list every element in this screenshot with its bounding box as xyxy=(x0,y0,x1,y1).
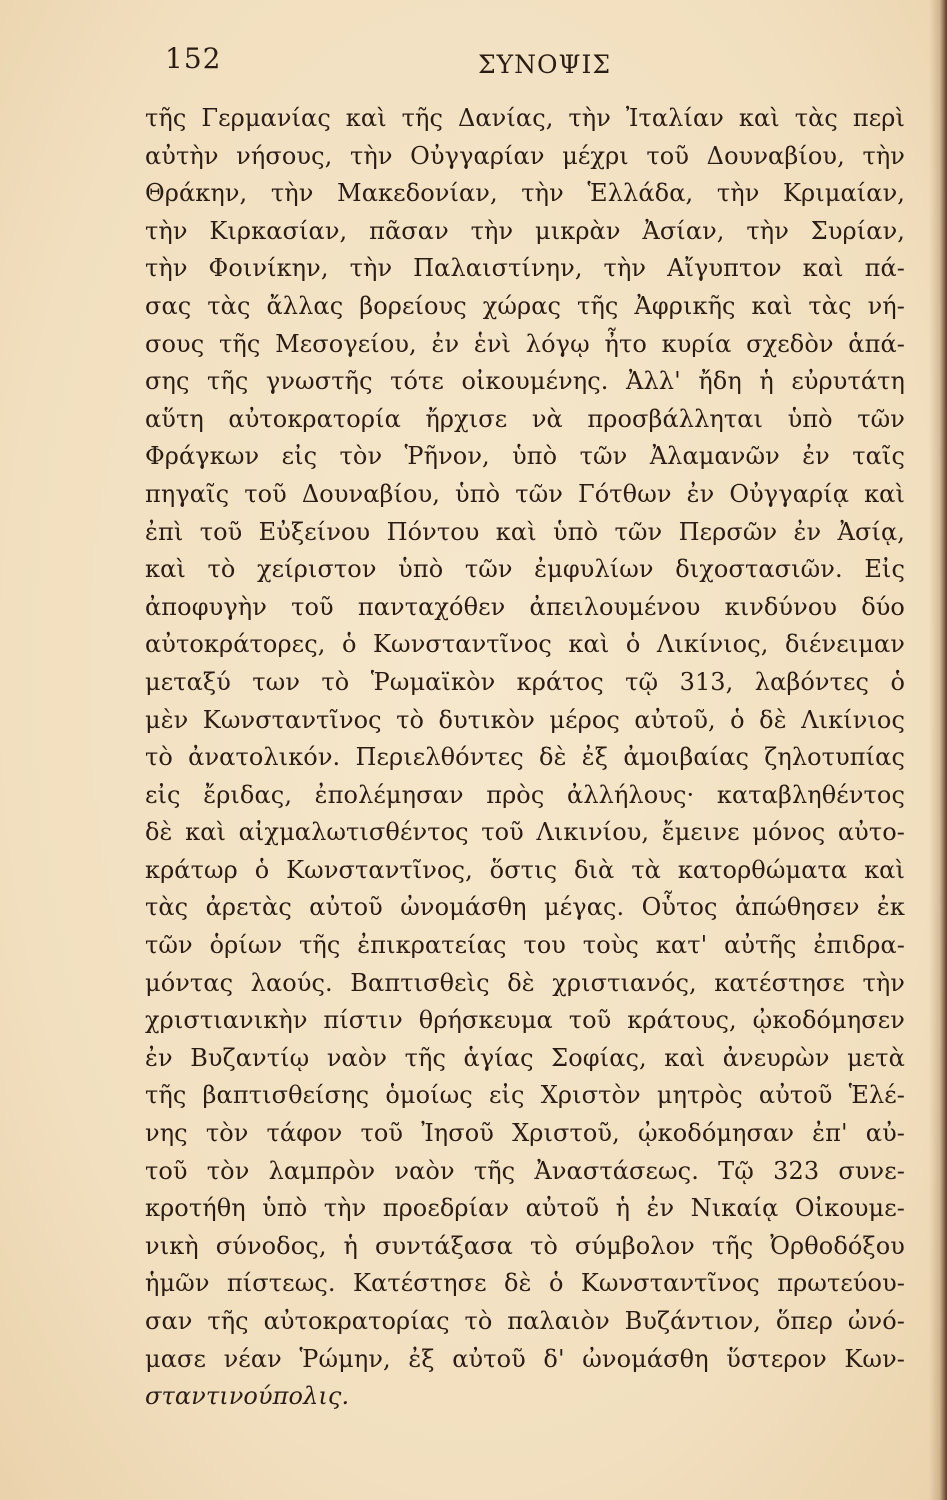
text-line: χριστιανικὴν πίστιν θρήσκευμα τοῦ κράτους, ᾠκοδόμησεν xyxy=(145,1006,905,1035)
text-line: τὰς ἀρετὰς αὐτοῦ ὠνομάσθη μέγας. Οὗτος ἀπώθησεν ἐκ xyxy=(145,893,905,922)
text-line: τῶν ὁρίων τῆς ἐπικρατείας του τοὺς κατ' αὐτῆς ἐπιδρα- xyxy=(145,931,905,960)
text-line: μεταξύ των τὸ Ῥωμαϊκὸν κράτος τῷ 313, λαβόντες ὁ xyxy=(145,667,905,696)
text-line: πηγαῖς τοῦ Δουναβίου, ὑπὸ τῶν Γότθων ἐν Οὐγγαρίᾳ καὶ xyxy=(145,479,905,508)
page-number: 152 xyxy=(165,42,222,75)
text-line: τὴν Κιρκασίαν, πᾶσαν τὴν μικρὰν Ἀσίαν, τὴν Συρίαν, xyxy=(145,216,905,245)
text-line: τὴν Φοινίκην, τὴν Παλαιστίνην, τὴν Αἴγυπτον καὶ πά- xyxy=(145,254,905,283)
text-line: μὲν Κωνσταντῖνος τὸ δυτικὸν μέρος αὐτοῦ, ὁ δὲ Λικίνιος xyxy=(145,705,905,734)
text-line: σης τῆς γνωστῆς τότε οἰκουμένης. Ἀλλ' ἤδη ἡ εὐρυτάτη xyxy=(145,367,905,396)
italic-word: σταντινούπολις. xyxy=(145,1382,350,1411)
text-line-final xyxy=(145,1378,905,1416)
text-line: τῆς Γερμανίας καὶ τῆς Δανίας, τὴν Ἰταλίαν καὶ τὰς περὶ xyxy=(145,104,905,132)
text-line: αὕτη αὐτοκρατορία ἤρχισε νὰ προσβάλληται ὑπὸ τῶν xyxy=(145,404,905,433)
text-line: σας τὰς ἄλλας βορείους χώρας τῆς Ἀφρικῆς καὶ τὰς νή- xyxy=(145,291,905,320)
body-text xyxy=(145,100,905,1416)
text-line: νικὴ σύνοδος, ἡ συντάξασα τὸ σύμβολον τῆς Ὀρθοδόξου xyxy=(145,1231,905,1260)
text-line: σους τῆς Μεσογείου, ἐν ἑνὶ λόγῳ ἦτο κυρία σχεδὸν ἁπά- xyxy=(145,329,905,358)
text-line: ἐν Βυζαντίῳ ναὸν τῆς ἁγίας Σοφίας, καὶ ἀνευρὼν μετὰ xyxy=(145,1043,905,1072)
text-line: αὐτὴν νήσους, τὴν Οὐγγαρίαν μέχρι τοῦ Δουναβίου, τὴν xyxy=(145,141,905,170)
text-line: κροτήθη ὑπὸ τὴν προεδρίαν αὐτοῦ ἡ ἐν Νικαίᾳ Οἰκουμε- xyxy=(145,1194,905,1223)
text-line: ἡμῶν πίστεως. Κατέστησε δὲ ὁ Κωνσταντῖνος πρωτεύου- xyxy=(145,1269,905,1298)
running-head: ΣΥΝΟΨΙΣ xyxy=(478,50,612,79)
text-line: μόντας λαούς. Βαπτισθεὶς δὲ χριστιανός, κατέστησε τὴν xyxy=(145,968,905,997)
text-line: νης τὸν τάφον τοῦ Ἰησοῦ Χριστοῦ, ᾠκοδόμησαν ἐπ' αὐ- xyxy=(145,1119,905,1148)
text-line: ἐπὶ τοῦ Εὐξείνου Πόντου καὶ ὑπὸ τῶν Περσῶν ἐν Ἀσίᾳ, xyxy=(145,517,905,546)
text-line: καὶ τὸ χείριστον ὑπὸ τῶν ἐμφυλίων διχοστασιῶν. Εἰς xyxy=(145,555,905,584)
text-line: τοῦ τὸν λαμπρὸν ναὸν τῆς Ἀναστάσεως. Τῷ 323 συνε- xyxy=(145,1156,905,1185)
text-line: δὲ καὶ αἰχμαλωτισθέντος τοῦ Λικινίου, ἔμεινε μόνος αὐτο- xyxy=(145,818,905,847)
text-line: εἰς ἔριδας, ἐπολέμησαν πρὸς ἀλλήλους· καταβληθέντος xyxy=(145,780,905,809)
text-line: τὸ ἀνατολικόν. Περιελθόντες δὲ ἐξ ἀμοιβαίας ζηλοτυπίας xyxy=(145,743,905,772)
text-line: αὐτοκράτορες, ὁ Κωνσταντῖνος καὶ ὁ Λικίνιος, διένειμαν xyxy=(145,630,905,659)
text-line: Φράγκων εἰς τὸν Ῥῆνον, ὑπὸ τῶν Ἀλαμανῶν ἐν ταῖς xyxy=(145,442,905,471)
page-edge-shadow xyxy=(929,0,947,1500)
text-line: Θράκην, τὴν Μακεδονίαν, τὴν Ἑλλάδα, τὴν Κριμαίαν, xyxy=(145,179,905,208)
text-line: ἀποφυγὴν τοῦ πανταχόθεν ἀπειλουμένου κινδύνου δύο xyxy=(145,592,905,621)
text-line: σαν τῆς αὐτοκρατορίας τὸ παλαιὸν Βυζάντιον, ὅπερ ὠνό- xyxy=(145,1307,905,1335)
text-line: μασε νέαν Ῥώμην, ἐξ αὐτοῦ δ' ὠνομάσθη ὕστερον Κων- xyxy=(145,1344,905,1373)
text-line: τῆς βαπτισθείσης ὁμοίως εἰς Χριστὸν μητρὸς αὐτοῦ Ἑλέ- xyxy=(145,1081,905,1110)
text-line: κράτωρ ὁ Κωνσταντῖνος, ὅστις διὰ τὰ κατορθώματα καὶ xyxy=(145,855,905,884)
